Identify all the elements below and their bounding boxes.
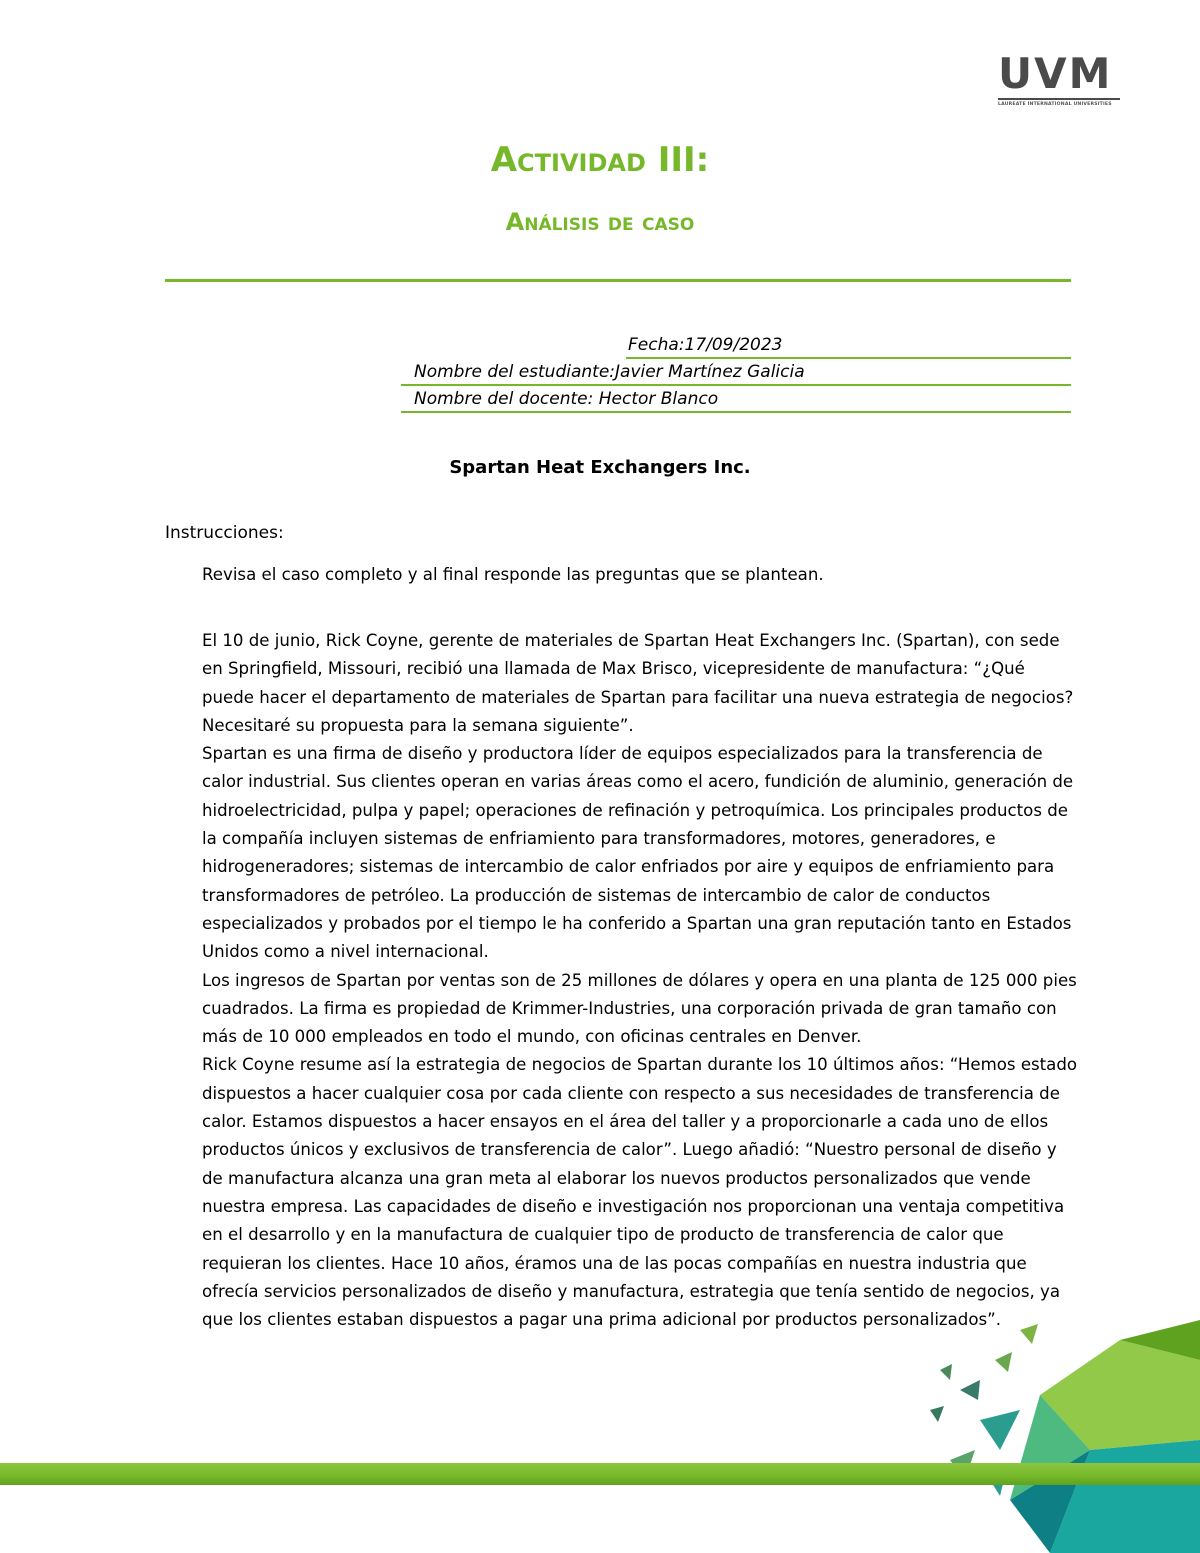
paragraph: Spartan es una firma de diseño y productora líder de equipos especializados para la transferencia de calor industrial. Sus clientes operan en varias áreas como el acero, fundición de aluminio, generación de hidroelectricidad, pulpa y papel; operaciones de refinación y petroquímica. Los principales productos de la compañía incluyen sistemas de enfriamiento para transformadores, motores, generadores, e hidrogeneradores; sistemas de intercambio de calor enfriados por aire y equipos de enfriamiento para transformadores de petróleo. La producción de sistemas de intercambio de calor de conductos especializados y probados por el tiempo le ha conferido a Spartan una gran reputación tanto en Estados Unidos como a nivel internacional. bbox=[202, 744, 1074, 962]
title-divider bbox=[165, 279, 1071, 282]
info-student: Nombre del estudiante:Javier Martínez Galicia bbox=[414, 362, 805, 382]
logo-name: UVM bbox=[998, 49, 1113, 98]
bottom-green-band bbox=[0, 1463, 1200, 1485]
info-student-row bbox=[401, 359, 1071, 385]
uvm-logo bbox=[998, 49, 1122, 112]
activity-title: Actividad III: bbox=[490, 140, 710, 180]
instructions-text: Revisa el caso completo y al final responde las preguntas que se plantean. bbox=[202, 565, 824, 584]
logo-underline bbox=[998, 98, 1120, 100]
logo-subtitle: LAUREATE INTERNATIONAL UNIVERSITIES bbox=[998, 102, 1112, 107]
info-teacher-rule bbox=[401, 411, 1071, 413]
info-date-row bbox=[401, 332, 1071, 358]
activity-subtitle: Análisis de caso bbox=[505, 208, 695, 236]
info-date: Fecha:17/09/2023 bbox=[628, 335, 783, 355]
case-title: Spartan Heat Exchangers Inc. bbox=[449, 457, 751, 478]
case-body bbox=[202, 627, 1082, 1334]
paragraph: Los ingresos de Spartan por ventas son de 25 millones de dólares y opera en una planta de 125 000 pies cuadrados. La firma es propiedad de Krimmer-Industries, una corporación privada de gran tamaño con más de 10 000 empleados en todo el mundo, con oficinas centrales en Denver. bbox=[202, 970, 1077, 1047]
paragraph: Rick Coyne resume así la estrategia de negocios de Spartan durante los 10 últimos años: “Hemos estado dispuestos a hacer cualquier cosa por cada cliente con respecto a sus necesidades de transferencia de calor. Estamos dispuestos a hacer ensayos en el área del taller y a proporcionarle a cada uno de ellos productos únicos y exclusivos de transferencia de calor”. Luego añadió: “Nuestro personal de diseño y de manufactura alcanza una gran meta al elaborar los nuevos productos personalizados que vende nuestra empresa. Las capacidades de diseño e investigación nos proporcionan una ventaja competitiva en el desarrollo y en la manufactura de cualquier tipo de producto de transferencia de calor que requieran los clientes. Hace 10 años, éramos una de las pocas compañías en nuestra industria que ofrecía servicios personalizados de diseño y manufactura, estrategia que tenía sentido de negocios, ya que los clientes estaban dispuestos a pagar una prima adicional por productos personalizados”. bbox=[202, 1055, 1078, 1330]
paragraph: El 10 de junio, Rick Coyne, gerente de materiales de Spartan Heat Exchangers Inc. (Spartan), con sede en Springfield, Missouri, recibió una llamada de Max Brisco, vicepresidente de manufactura: “¿Qué puede hacer el departamento de materiales de Spartan para facilitar una nueva estrategia de negocios? Necesitaré su propuesta para la semana siguiente”. bbox=[202, 631, 1074, 735]
decorative-polygons-graphic bbox=[920, 1300, 1200, 1553]
info-teacher: Nombre del docente: Hector Blanco bbox=[414, 389, 719, 409]
instructions-label: Instrucciones: bbox=[165, 523, 284, 543]
info-teacher-row bbox=[401, 386, 1071, 412]
